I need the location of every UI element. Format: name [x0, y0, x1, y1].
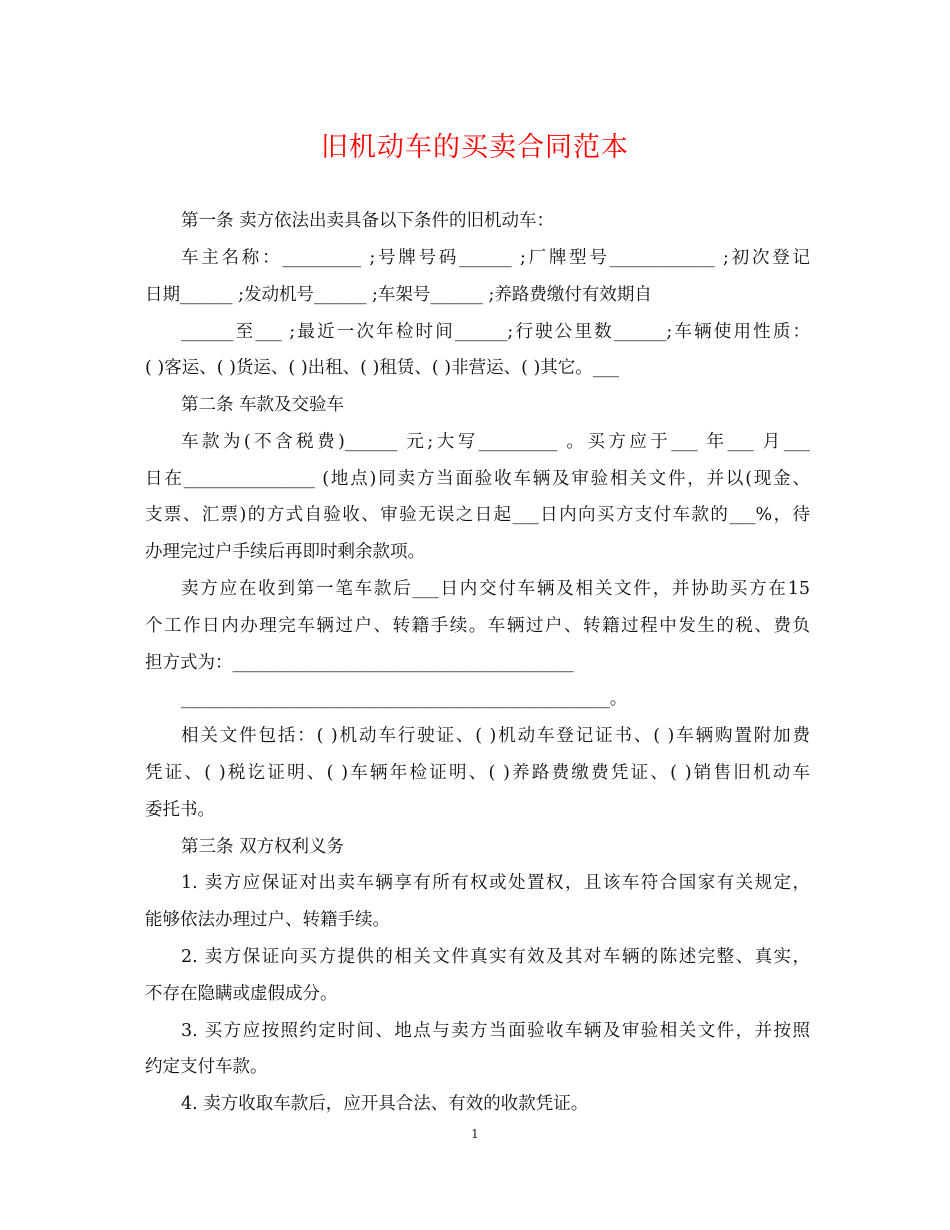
paragraph-line: 相关文件包括：( )机动车行驶证、( )机动车登记证书、( )车辆购置附加费 — [181, 726, 810, 746]
document-title: 旧机动车的买卖合同范本 — [321, 132, 629, 163]
paragraph-line: 卖方应在收到第一笔车款后___日内交付车辆及相关文件，并协助买方在15 — [181, 579, 810, 599]
paragraph-line: 3. 买方应按照约定时间、地点与卖方当面验收车辆及审验相关文件，并按照 — [181, 1021, 810, 1041]
paragraph-line: ______至___ ;最近一次年检时间______;行驶公里数______;车辆使用性质： — [181, 322, 810, 342]
article-1-heading: 第一条 卖方依法出卖具备以下条件的旧机动车： — [181, 211, 555, 231]
paragraph-line: 凭证、( )税讫证明、( )车辆年检证明、( )养路费缴费凭证、( )销售旧机动车 — [145, 763, 810, 783]
paragraph-line: 1. 卖方应保证对出卖车辆享有所有权或处置权，且该车符合国家有关规定， — [181, 873, 810, 893]
paragraph-line: 不存在隐瞒或虚假成分。 — [145, 984, 338, 1004]
paragraph-line: 办理完过户手续后再即时剩余款项。 — [145, 542, 425, 562]
paragraph-line: _________________________________________________。 — [181, 689, 628, 709]
paragraph-line: 车款为(不含税费)______ 元;大写_________ 。买方应于___ 年___ 月___ — [181, 432, 810, 452]
paragraph-line: 担方式为：_______________________________________ — [145, 653, 574, 673]
article-2-heading: 第二条 车款及交验车 — [181, 395, 345, 415]
paragraph-line: 日期______ ;发动机号______ ;车架号______ ;养路费缴付有效期自 — [145, 285, 652, 305]
paragraph-line: 2. 卖方保证向买方提供的相关文件真实有效及其对车辆的陈述完整、真实， — [181, 947, 810, 967]
article-3-heading: 第三条 双方权利义务 — [181, 837, 345, 857]
paragraph-line: 车主名称：_________ ;号牌号码______ ;厂牌型号____________ ;初次登记 — [181, 248, 810, 268]
paragraph-line: 约定支付车款。 — [145, 1057, 268, 1077]
page-number: 1 — [471, 1127, 479, 1141]
paragraph-line: 委托书。 — [145, 800, 215, 820]
paragraph-line: 4. 卖方收取车款后，应开具合法、有效的收款凭证。 — [181, 1094, 589, 1114]
paragraph-line: 能够依法办理过户、转籍手续。 — [145, 910, 390, 930]
paragraph-line: 支票、汇票)的方式自验收、审验无误之日起___日内向买方支付车款的___%，待 — [145, 505, 810, 525]
paragraph-line: 个工作日内办理完车辆过户、转籍手续。车辆过户、转籍过程中发生的税、费负 — [145, 616, 810, 636]
paragraph-line: 日在_______________ (地点)同卖方当面验收车辆及审验相关文件，并以(现金、 — [145, 469, 810, 489]
paragraph-line: ( )客运、( )货运、( )出租、( )租赁、( )非营运、( )其它。___ — [145, 358, 620, 378]
